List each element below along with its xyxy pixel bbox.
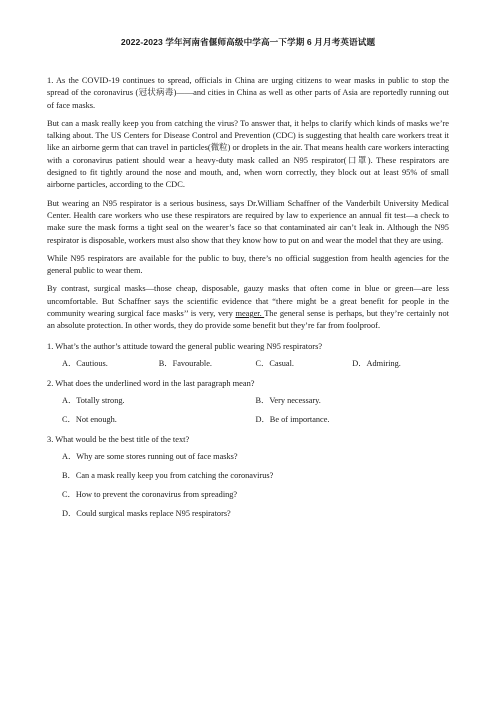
paragraph-5-text-after: The general sense is perhaps, but they’re certainly not an absolute protection. In other words, they do provide some benefit but they’re far from foolproof. [47, 309, 449, 331]
passage-paragraph-5 [47, 283, 449, 332]
question-1-options [62, 358, 449, 370]
underlined-word: meager. [235, 309, 265, 319]
passage-paragraph-2: But can a mask really keep you from catching the virus? To answer that, it helps to clarify which kinds of masks we’re talking about. The US Centers for Disease Control and Prevention (CDC) is suggesting that health care workers treat it like an airborne germ that can travel in particles(微粒) or droplets in the air. That means health care workers interacting with a coronavirus patient should wear a heavy-duty mask called an N95 respirator(口罩). These respirators are designed to fit tightly around the nose and mouth, and, when worn correctly, they block out at least 95% of small airborne particles, according to the CDC. [47, 118, 449, 190]
question-2-stem: 2. What does the underlined word in the last paragraph mean? [47, 378, 255, 388]
question-1-option-c[interactable]: C．Casual. [255, 358, 294, 368]
question-1-option-b[interactable]: B．Favourable. [158, 358, 212, 368]
question-2-option-a[interactable]: A．Totally strong. [62, 395, 125, 405]
passage-paragraph-4: While N95 respirators are available for the public to buy, there’s no official suggestion from health agencies for the general public to wear them. [47, 253, 449, 276]
question-1-option-d[interactable]: D．Admiring. [352, 358, 401, 368]
question-2-option-b[interactable]: B．Very necessary. [255, 395, 321, 405]
passage-paragraph-3: But wearing an N95 respirator is a serious business, says Dr.William Schaffner of the Vanderbilt University Medical Center. Health care workers who use these respirators are required by law to experience an annual fit test—a check to make sure the mask forms a tight seal on the wearer’s face so that contaminated air can’t leak in. Although the N95 respirator is disposable, workers must also show that they know how to put on and wear the model that they are using. [47, 198, 449, 245]
question-3-option-d[interactable]: D．Could surgical masks replace N95 respirators? [62, 508, 231, 518]
question-3-option-a[interactable]: A．Why are some stores running out of face masks? [62, 451, 238, 461]
passage-paragraph-1: 1. As the COVID-19 continues to spread, officials in China are urging citizens to wear masks in public to stop the spread of the coronavirus (冠状病毒)——and cities in China as well as other parts of Asia are reportedly running out of face masks. [47, 76, 449, 110]
page-title: 2022-2023 学年河南省偃师高级中学高一下学期 6 月月考英语试题 [120, 37, 376, 47]
paragraph-5-text-before: By contrast, surgical masks—those cheap, disposable, gauzy masks that often come in blue or green—are less uncomfortable. But Schaffner says the scientific evidence that “there might be a great benefit for people in the community wearing surgical face masks’’ is very, very [47, 284, 449, 319]
document-page [47, 36, 449, 527]
question-1-option-a[interactable]: A．Cautious. [62, 358, 108, 368]
question-3-option-c[interactable]: C．How to prevent the coronavirus from spreading? [62, 489, 238, 499]
question-3-stem: 3. What would be the best title of the text? [47, 434, 190, 444]
question-1-stem: 1. What’s the author’s attitude toward the general public wearing N95 respirators? [47, 341, 323, 351]
question-2-options-row-2 [62, 414, 449, 426]
question-3-option-b[interactable]: B．Can a mask really keep you from catching the coronavirus? [62, 470, 274, 480]
question-2-option-c[interactable]: C．Not enough. [62, 414, 117, 424]
question-2-options-row-1 [62, 395, 449, 407]
question-2-option-d[interactable]: D．Be of importance. [255, 414, 330, 424]
